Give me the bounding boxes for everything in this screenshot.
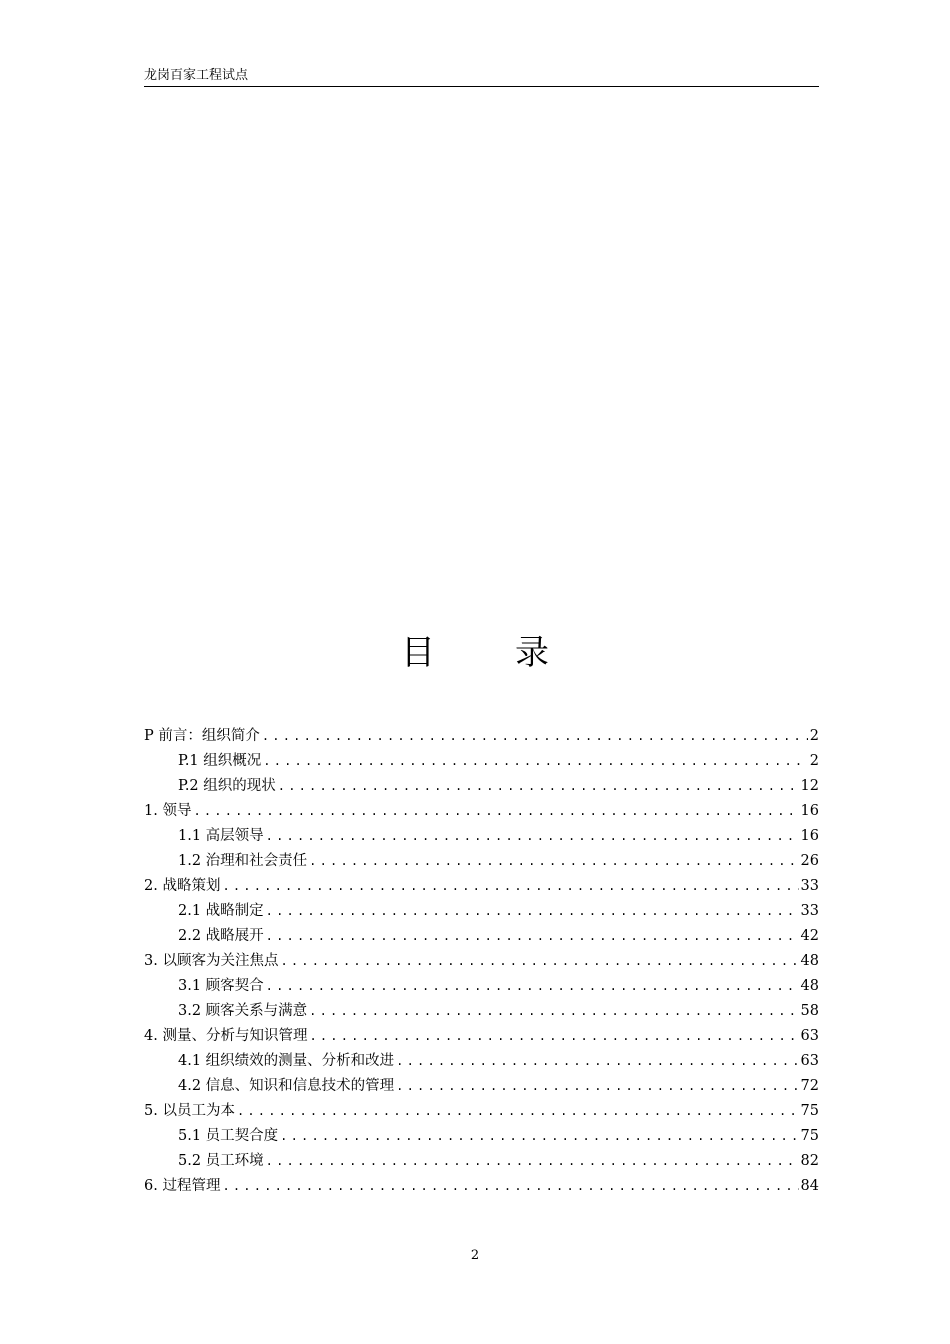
toc-entry-label: 5.2 员工环境 [178, 1153, 264, 1169]
toc-entry[interactable] [144, 1124, 819, 1149]
toc-dot-leader [307, 999, 798, 1024]
toc-dot-leader [235, 1099, 799, 1124]
toc-dot-leader [307, 849, 798, 874]
toc-entry-label: 3.2 顾客关系与满意 [178, 1003, 308, 1019]
toc-entry-page: 75 [800, 1103, 819, 1119]
toc-dot-leader [220, 874, 798, 899]
toc-entry-label: 1.1 高层领导 [178, 828, 264, 844]
toc-entry-label: P.1 组织概况 [178, 753, 262, 769]
toc-dot-leader [264, 899, 799, 924]
toc-dot-leader [220, 1174, 798, 1199]
toc-title [0, 628, 950, 678]
toc-entry-label: 1. 领导 [144, 803, 192, 819]
toc-entry[interactable] [144, 899, 819, 924]
toc-entry-page: 16 [800, 828, 819, 844]
toc-dot-leader [264, 1149, 799, 1174]
toc-dot-leader [261, 749, 808, 774]
toc-entry[interactable] [144, 1074, 819, 1099]
toc-entry-page: 16 [800, 803, 819, 819]
toc-entry-label: 6. 过程管理 [144, 1178, 221, 1194]
toc-dot-leader [264, 974, 799, 999]
toc-dot-leader [260, 724, 808, 749]
toc-entry-page: 82 [800, 1153, 819, 1169]
toc-entry-page: 26 [800, 853, 819, 869]
toc-entry-page: 72 [800, 1078, 819, 1094]
toc-title-char-1: 目 [401, 633, 435, 673]
toc-title-char-2: 录 [515, 633, 549, 673]
toc-entry[interactable] [144, 849, 819, 874]
toc-entry-label: P.2 组织的现状 [178, 778, 276, 794]
toc-entry-label: 4.2 信息、知识和信息技术的管理 [178, 1078, 395, 1094]
toc-dot-leader [394, 1049, 798, 1074]
toc-entry-page: 63 [800, 1053, 819, 1069]
toc-entry-label: P 前言：组织简介 [144, 728, 260, 744]
toc-entry-page: 42 [800, 928, 819, 944]
toc-entry[interactable] [144, 1049, 819, 1074]
toc-entry-page: 58 [800, 1003, 819, 1019]
toc-entry-label: 4. 测量、分析与知识管理 [144, 1028, 308, 1044]
toc-entry[interactable] [144, 1099, 819, 1124]
toc-dot-leader [276, 774, 799, 799]
toc-entry[interactable] [144, 1024, 819, 1049]
toc-entry-label: 2.2 战略展开 [178, 928, 264, 944]
toc-dot-leader [278, 1124, 798, 1149]
toc-entry-page: 12 [800, 778, 819, 794]
toc-entry[interactable] [144, 1174, 819, 1199]
toc-entry-page: 63 [800, 1028, 819, 1044]
toc-entry[interactable] [144, 974, 819, 999]
toc-entry-page: 75 [800, 1128, 819, 1144]
toc-entry-page: 84 [800, 1178, 819, 1194]
toc-entry-label: 3. 以顾客为关注焦点 [144, 953, 279, 969]
toc-entry[interactable] [144, 874, 819, 899]
toc-entry-label: 3.1 顾客契合 [178, 978, 264, 994]
toc-entry[interactable] [144, 1149, 819, 1174]
toc-dot-leader [278, 949, 798, 974]
toc-entry[interactable] [144, 774, 819, 799]
page-header [144, 68, 819, 87]
table-of-contents [144, 724, 819, 1199]
toc-dot-leader [394, 1074, 798, 1099]
toc-entry[interactable] [144, 999, 819, 1024]
toc-entry-page: 48 [800, 953, 819, 969]
toc-entry-label: 2. 战略策划 [144, 878, 221, 894]
toc-entry-page: 33 [800, 903, 819, 919]
toc-entry[interactable] [144, 724, 819, 749]
toc-entry[interactable] [144, 749, 819, 774]
toc-entry-page: 33 [800, 878, 819, 894]
toc-entry[interactable] [144, 824, 819, 849]
toc-entry[interactable] [144, 924, 819, 949]
page-number: 2 [470, 1248, 480, 1263]
toc-dot-leader [191, 799, 798, 824]
toc-entry-label: 5.1 员工契合度 [178, 1128, 279, 1144]
toc-entry-label: 4.1 组织绩效的测量、分析和改进 [178, 1053, 395, 1069]
toc-entry-page: 2 [809, 753, 819, 769]
toc-entry-label: 1.2 治理和社会责任 [178, 853, 308, 869]
toc-entry-page: 48 [800, 978, 819, 994]
toc-entry[interactable] [144, 949, 819, 974]
toc-dot-leader [264, 824, 799, 849]
toc-entry-page: 2 [809, 728, 819, 744]
toc-dot-leader [307, 1024, 798, 1049]
toc-dot-leader [264, 924, 799, 949]
toc-entry-label: 2.1 战略制定 [178, 903, 264, 919]
toc-entry-label: 5. 以员工为本 [144, 1103, 235, 1119]
header-title: 龙岗百家工程试点 [144, 68, 249, 83]
toc-entry[interactable] [144, 799, 819, 824]
